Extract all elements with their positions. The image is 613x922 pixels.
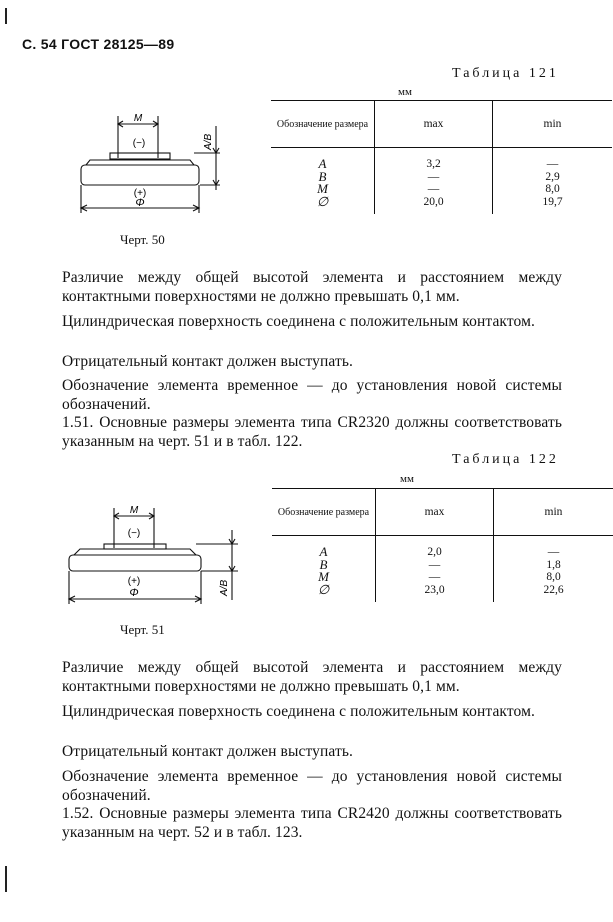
table-122: [272, 488, 613, 602]
max-cell: [376, 536, 494, 603]
table-cell: 2,0: [427, 546, 442, 558]
table-cell: ∅: [317, 581, 330, 597]
dim-label-ab: A/B: [219, 579, 230, 596]
minus-label: (−): [127, 528, 141, 539]
col-header-max: max: [376, 489, 494, 536]
table-cell: 8,0: [545, 183, 560, 195]
symbols-cell: [272, 536, 376, 603]
dim-label-ab: A/B: [203, 133, 214, 150]
table-cell: —: [428, 571, 441, 583]
page-header: С. 54 ГОСТ 28125—89: [22, 36, 175, 52]
max-cell: [375, 148, 493, 215]
figure-51-caption: Черт. 51: [120, 622, 165, 637]
paragraph: Различие между общей высотой элемента и расстоянием между контактными поверхностями не должно превышать 0,1 мм.: [62, 659, 562, 695]
col-header-designation: Обозначение размера: [276, 118, 369, 130]
table-cell: B: [318, 168, 327, 184]
dim-label-diameter: Φ: [135, 197, 145, 209]
table-cell: A: [319, 544, 328, 559]
table-cell: —: [427, 183, 440, 195]
col-header-min: min: [493, 101, 613, 148]
table-cell: 19,7: [542, 195, 563, 208]
plus-label: (+): [133, 188, 147, 199]
minus-label: (−): [132, 138, 146, 149]
table-cell: 8,0: [546, 571, 561, 583]
table-body: [271, 148, 612, 215]
table-cell: 23,0: [424, 583, 445, 596]
table-122-units: мм: [400, 473, 414, 485]
col-header-max: max: [375, 101, 493, 148]
table-cell: 1,8: [546, 558, 561, 571]
scan-mark: [5, 8, 7, 24]
table-cell: 3,2: [426, 158, 441, 170]
dim-label-diameter: Φ: [129, 587, 139, 599]
paragraph: Обозначение элемента временное — до установления новой системы обозначений.: [62, 768, 562, 804]
table-cell: —: [547, 546, 560, 558]
table-cell: —: [428, 558, 441, 571]
symbols-cell: [271, 148, 375, 215]
min-cell: [494, 536, 613, 603]
table-121: [271, 100, 612, 214]
dim-label-m: M: [133, 113, 143, 124]
figure-50-caption: Черт. 50: [120, 232, 165, 247]
paragraph: 1.52. Основные размеры элемента типа CR2420 должны соответствовать указанным на черт. 52 и в табл. 123.: [62, 805, 562, 841]
table-cell: 2,9: [545, 170, 560, 183]
table-121-caption: Таблица 121: [452, 66, 559, 81]
table-122-caption: Таблица 122: [452, 452, 559, 467]
table-cell: A: [318, 156, 327, 171]
paragraph: Обозначение элемента временное — до установления новой системы обозначений.: [62, 377, 562, 413]
paragraph: Цилиндрическая поверхность соединена с положительным контактом.: [62, 313, 535, 330]
table-cell: —: [427, 170, 440, 183]
plus-label: (+): [127, 576, 141, 587]
paragraph: Цилиндрическая поверхность соединена с положительным контактом.: [62, 703, 535, 720]
col-header-min: min: [494, 489, 613, 536]
scan-mark: [5, 866, 7, 892]
table-cell: M: [317, 181, 328, 196]
paragraph: 1.51. Основные размеры элемента типа CR2320 должны соответствовать указанным на черт. 51 и в табл. 122.: [62, 414, 562, 450]
drawing-50: [70, 108, 240, 218]
paragraph: Различие между общей высотой элемента и расстоянием между контактными поверхностями не должно превышать 0,1 мм.: [62, 269, 562, 305]
table-cell: —: [546, 158, 559, 170]
paragraph: Отрицательный контакт должен выступать.: [62, 743, 353, 760]
table-body: [272, 536, 613, 603]
col-header-designation: Обозначение размера: [277, 506, 370, 518]
table-121-units: мм: [398, 86, 412, 98]
table-cell: ∅: [316, 193, 329, 209]
min-cell: [493, 148, 613, 215]
table-cell: M: [318, 569, 329, 584]
table-cell: B: [319, 556, 328, 572]
paragraph: Отрицательный контакт должен выступать.: [62, 353, 353, 370]
dim-label-m: M: [129, 505, 139, 516]
drawing-51: [60, 500, 240, 612]
table-cell: 20,0: [423, 195, 444, 208]
table-cell: 22,6: [543, 583, 564, 596]
